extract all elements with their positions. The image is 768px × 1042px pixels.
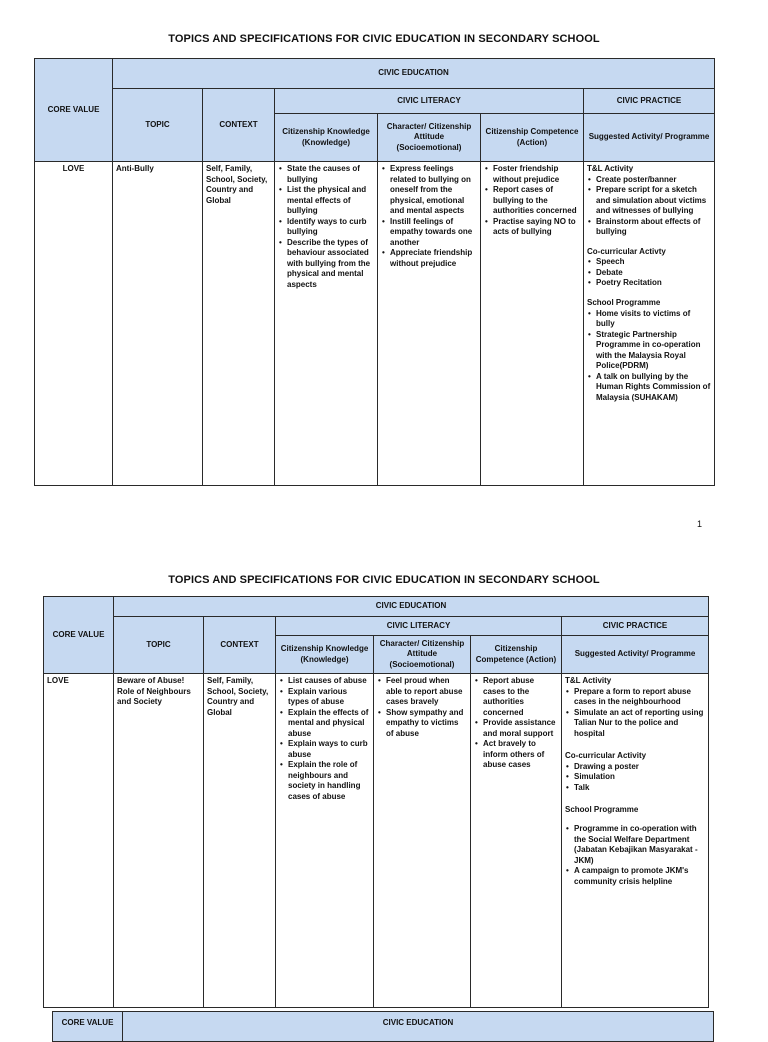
header-attitude: Character/ Citizenship Attitude (Socioemotional) (374, 636, 471, 674)
activity-cell (584, 162, 715, 486)
header-topic: TOPIC (114, 617, 204, 674)
activity-group-school (587, 298, 711, 403)
list-item: • Report abuse cases to the authorities concerned (483, 676, 558, 718)
list-item: • Simulate an act of reporting using Talian Nur to the police and hospital (574, 708, 705, 740)
list-item: • Show sympathy and empathy to victims of abuse (386, 708, 467, 740)
list-item: • Explain various types of abuse (288, 687, 370, 708)
activity-heading: School Programme (587, 298, 661, 308)
activity-heading: School Programme (565, 805, 639, 815)
activity-heading: T&L Activity (565, 676, 612, 685)
activity-heading: Co-curricular Activity (565, 751, 647, 761)
list-item: • A talk on bullying by the Human Rights Commission of Malaysia (SUHAKAM) (596, 372, 711, 404)
header-activity: Suggested Activity/ Programme (562, 636, 709, 674)
header-civic-practice: CIVIC PRACTICE (584, 89, 715, 114)
list-item: • List the physical and mental effects of bullying (287, 185, 374, 217)
list-item: • Talk (574, 783, 705, 794)
attitude-cell (378, 162, 481, 486)
header-civic-literacy: CIVIC LITERACY (275, 89, 584, 114)
activity-group-tl (565, 676, 705, 739)
header-context: CONTEXT (204, 617, 276, 674)
list-item: • Feel proud when able to report abuse cases bravely (386, 676, 467, 708)
core-value-cell: LOVE (35, 162, 113, 486)
list-item: • Explain the role of neighbours and society in handling cases of abuse (288, 760, 370, 802)
header-activity: Suggested Activity/ Programme (584, 114, 715, 162)
activity-group-cocurricular (565, 751, 705, 793)
list-item: • Strategic Partnership Programme in co-operation with the Malaysia Royal Police(PDRM) (596, 330, 711, 372)
header-civic-education: CIVIC EDUCATION (113, 59, 715, 89)
activity-cell (562, 674, 709, 1008)
core-value-cell: LOVE (44, 674, 114, 1008)
header-civic-education: CIVIC EDUCATION (114, 597, 709, 617)
list-item: • Appreciate friendship without prejudice (390, 248, 477, 269)
list-item: • Simulation (574, 772, 705, 783)
list-item: • Report cases of bullying to the authorities concerned (493, 185, 580, 217)
list-item: • Brainstorm about effects of bullying (596, 217, 711, 238)
topic-cell: Anti-Bully (113, 162, 203, 486)
context-cell: Self, Family, School, Society, Country and Global (203, 162, 275, 486)
header-context: CONTEXT (203, 89, 275, 162)
list-item: • Foster friendship without prejudice (493, 164, 580, 185)
activity-heading: T&L Activity (587, 164, 634, 173)
list-item: • A campaign to promote JKM's community crisis helpline (574, 866, 705, 887)
header-knowledge: Citizenship Knowledge (Knowledge) (275, 114, 378, 162)
header-civic-literacy: CIVIC LITERACY (276, 617, 562, 636)
list-item: • State the causes of bullying (287, 164, 374, 185)
specification-table (34, 58, 715, 486)
competence-cell (471, 674, 562, 1008)
header-competence: Citizenship Competence (Action) (481, 114, 584, 162)
activity-group-cocurricular (587, 247, 711, 289)
list-item: • Provide assistance and moral support (483, 718, 558, 739)
page-title: TOPICS AND SPECIFICATIONS FOR CIVIC EDUCATION IN SECONDARY SCHOOL (168, 574, 600, 586)
page-number: 1 (697, 519, 703, 529)
attitude-cell (374, 674, 471, 1008)
list-item: • Explain the effects of mental and physical abuse (288, 708, 370, 740)
activity-group-tl (587, 164, 711, 238)
list-item: • Speech (596, 257, 711, 268)
knowledge-cell (275, 162, 378, 486)
list-item: • Instill feelings of empathy towards one another (390, 217, 477, 249)
activity-group-school (565, 805, 705, 887)
header-attitude: Character/ Citizenship Attitude (Socioemotional) (378, 114, 481, 162)
activity-heading: Co-curricular Activty (587, 246, 666, 256)
header-core-value: CORE VALUE (53, 1012, 123, 1042)
list-item: • Create poster/banner (596, 175, 711, 186)
list-item: • Prepare script for a sketch and simulation about victims and witnesses of bullying (596, 185, 711, 217)
table-row (44, 674, 709, 1008)
competence-cell (481, 162, 584, 486)
context-cell: Self, Family, School, Society, Country and Global (204, 674, 276, 1008)
table-row (35, 162, 715, 486)
list-item: • Prepare a form to report abuse cases in the neighbourhood (574, 687, 705, 708)
list-item: • Drawing a poster (574, 762, 705, 773)
list-item: • List causes of abuse (288, 676, 370, 687)
header-core-value: CORE VALUE (44, 597, 114, 674)
list-item: • Practise saying NO to acts of bullying (493, 217, 580, 238)
list-item: • Explain ways to curb abuse (288, 739, 370, 760)
list-item: • Programme in co-operation with the Social Welfare Department (Jabatan Kebajikan Masyarakat -JKM) (574, 824, 705, 866)
page-title: TOPICS AND SPECIFICATIONS FOR CIVIC EDUCATION IN SECONDARY SCHOOL (168, 33, 600, 45)
list-item: • Identify ways to curb bullying (287, 217, 374, 238)
list-item: • Debate (596, 268, 711, 279)
specification-table (43, 596, 709, 1008)
header-core-value: CORE VALUE (35, 59, 113, 162)
list-item: • Act bravely to inform others of abuse cases (483, 739, 558, 771)
specification-table-peek (52, 1011, 714, 1042)
header-civic-practice: CIVIC PRACTICE (562, 617, 709, 636)
list-item: • Express feelings related to bullying on oneself from the physical, emotional and mental aspects (390, 164, 477, 217)
header-topic: TOPIC (113, 89, 203, 162)
list-item: • Poetry Recitation (596, 278, 711, 289)
knowledge-cell (276, 674, 374, 1008)
header-competence: Citizenship Competence (Action) (471, 636, 562, 674)
list-item: • Describe the types of behaviour associated with bullying from the physical and mental aspects (287, 238, 374, 291)
topic-cell: Beware of Abuse! Role of Neighbours and Society (114, 674, 204, 1008)
list-item: • Home visits to victims of bully (596, 309, 711, 330)
header-civic-education: CIVIC EDUCATION (123, 1012, 714, 1042)
header-knowledge: Citizenship Knowledge (Knowledge) (276, 636, 374, 674)
